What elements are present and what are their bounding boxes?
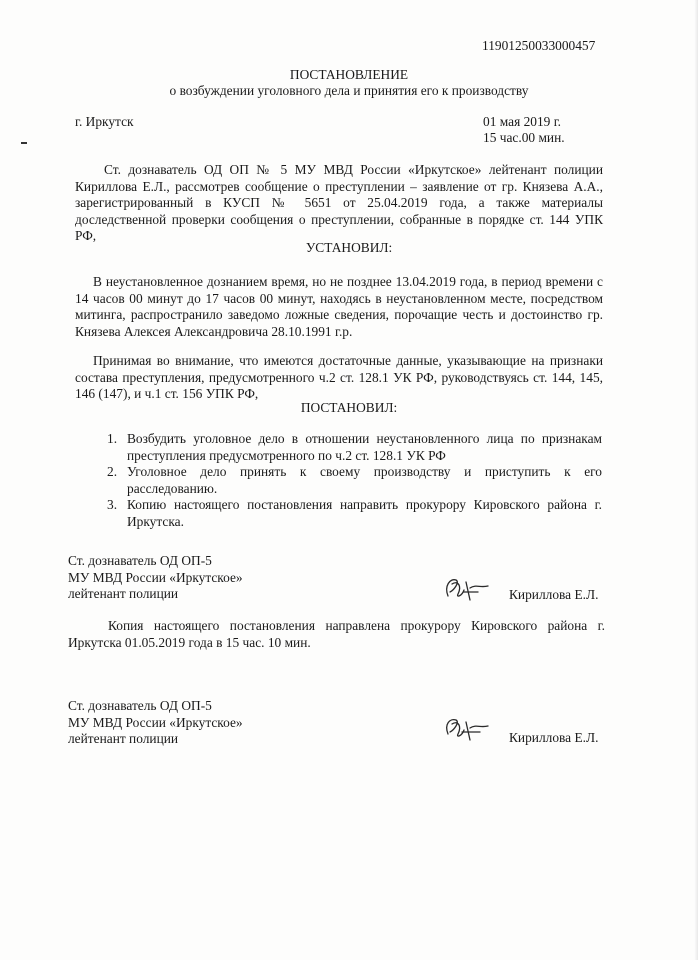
list-item-number: 3. xyxy=(107,497,118,513)
list-item-text: Копию настоящего постановления направить прокурору Кировского района г. Иркутска. xyxy=(127,497,602,529)
signer-name: Кириллова Е.Л. xyxy=(509,587,599,602)
copy-note: Копия настоящего постановления направлена прокурору Кировского района г. Иркутска 01.05.2019 года в 15 час. 10 мин. xyxy=(68,618,605,650)
signature-block-2 xyxy=(68,698,243,748)
signer-rank: лейтенант полиции xyxy=(68,586,179,602)
time: 15 час.00 мин. xyxy=(483,130,565,145)
signer-rank: лейтенант полиции xyxy=(68,731,179,747)
intro-paragraph: Ст. дознаватель ОД ОП № 5 МУ МВД России «Иркутское» лейтенант полиции Кириллова Е.Л., рассмотрев сообщение о преступлении – заявление от гр. Князева А.А., зарегистрированный в КУСП № 5651 от 25.04.2019 года, а также материалы доследственной проверки сообщения о преступлении, собранные в порядке ст. 144 УПК РФ, xyxy=(75,162,603,244)
signer-position: Ст. дознаватель ОД ОП-5 xyxy=(68,698,212,713)
signer-name: Кириллова Е.Л. xyxy=(509,730,599,745)
handwritten-signature-icon xyxy=(440,712,492,746)
margin-mark xyxy=(21,142,27,144)
signer-organization: МУ МВД России «Иркутское» xyxy=(68,569,243,585)
established-paragraph: В неустановленное дознанием время, но не позднее 13.04.2019 года, в период времени с 14 часов 00 минут до 17 часов 00 минут, находясь в неустановленном месте, посредством митинга, распространило заведомо ложные сведения, порочащие честь и достоинство гр. Князева Алексея Александровича 28.10.1991 г.р. xyxy=(75,274,603,339)
document-title: ПОСТАНОВЛЕНИЕ xyxy=(289,67,409,82)
list-item xyxy=(107,431,602,464)
list-item-number: 1. xyxy=(107,431,118,446)
list-item xyxy=(107,497,602,530)
document-subtitle: о возбуждении уголовного дела и принятия его к производству xyxy=(169,83,529,98)
date: 01 мая 2019 г. xyxy=(483,114,562,129)
list-item-number: 2. xyxy=(107,464,118,480)
established-heading: УСТАНОВИЛ: xyxy=(305,240,393,255)
scan-edge xyxy=(694,0,698,960)
place: г. Иркутск xyxy=(75,114,134,129)
signature-block-1 xyxy=(68,553,243,603)
list-item xyxy=(107,464,602,497)
resolutions-list xyxy=(107,431,602,531)
signer-organization: МУ МВД России «Иркутское» xyxy=(68,714,243,730)
document-number: 11901250033000457 xyxy=(482,38,596,53)
list-item-text: Уголовное дело принять к своему производству и приступить к его расследованию. xyxy=(127,464,602,496)
handwritten-signature-icon xyxy=(440,572,492,606)
signer-position: Ст. дознаватель ОД ОП-5 xyxy=(68,553,212,568)
resolved-heading: ПОСТАНОВИЛ: xyxy=(300,400,398,415)
list-item-text: Возбудить уголовное дело в отношении неустановленного лица по признакам преступления предусмотренного по ч.2 ст. 128.1 УК РФ xyxy=(127,431,602,463)
considering-paragraph: Принимая во внимание, что имеются достаточные данные, указывающие на признаки состава преступления, предусмотренного ч.2 ст. 128.1 УК РФ, руководствуясь ст. 144, 145, 146 (147), и ч.1 ст. 156 УПК РФ, xyxy=(75,353,603,402)
